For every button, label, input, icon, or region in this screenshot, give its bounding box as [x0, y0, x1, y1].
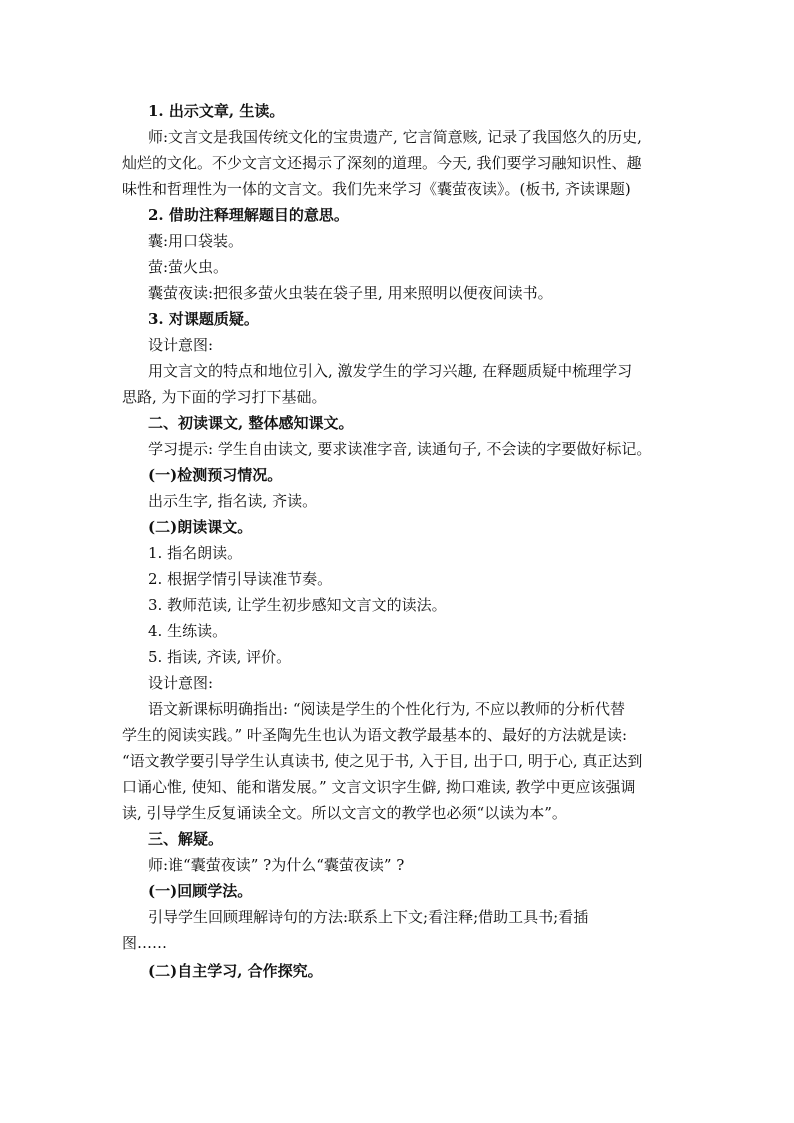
list-item: 4. 生练读。 — [148, 622, 228, 640]
subheading-review-method: (一)回顾学法。 — [148, 882, 253, 900]
paragraph-teacher-intro: 灿烂的文化。不少文言文还揭示了深刻的道理。今天, 我们要学习融知识性、趣 — [122, 154, 642, 172]
paragraph-curriculum: 口诵心惟, 使知、能和谐发展。” 文言文识字生僻, 拗口难读, 教学中更应该强调 — [122, 778, 636, 796]
list-item: 1. 指名朗读。 — [148, 544, 243, 562]
heading-show-text: 1. 出示文章, 生读。 — [148, 102, 285, 120]
paragraph-review-method: 引导学生回顾理解诗句的方法:联系上下文;看注释;借助工具书;看插 — [148, 908, 589, 926]
paragraph-review-method: 图…… — [122, 934, 168, 952]
paragraph-teacher-question: 师:谁“囊萤夜读” ?为什么“囊萤夜读” ? — [148, 856, 405, 874]
paragraph-design-intent: 用文言文的特点和地位引入, 激发学生的学习兴趣, 在释题质疑中梳理学习 — [148, 362, 633, 380]
gloss-ying: 萤:萤火虫。 — [148, 258, 229, 276]
paragraph-new-words: 出示生字, 指名读, 齐读。 — [148, 492, 318, 510]
design-intent-label: 设计意图: — [148, 336, 214, 354]
section-heading-resolve: 三、解疑。 — [148, 830, 224, 848]
heading-question-title: 3. 对课题质疑。 — [148, 310, 259, 328]
gloss-nang: 囊:用口袋装。 — [148, 232, 244, 250]
paragraph-design-intent: 思路, 为下面的学习打下基础。 — [122, 388, 327, 406]
heading-title-meaning: 2. 借助注释理解题目的意思。 — [148, 206, 349, 224]
list-item: 3. 教师范读, 让学生初步感知文言文的读法。 — [148, 596, 447, 614]
design-intent-label: 设计意图: — [148, 674, 214, 692]
subheading-read-aloud: (二)朗读课文。 — [148, 518, 253, 536]
paragraph-curriculum: 语文新课标明确指出: “阅读是学生的个性化行为, 不应以教师的分析代替 — [148, 700, 626, 718]
list-item: 5. 指读, 齐读, 评价。 — [148, 648, 292, 666]
list-item: 2. 根据学情引导读准节奏。 — [148, 570, 333, 588]
paragraph-curriculum: “语文教学要引导学生认真读书, 使之见于书, 入于目, 出于口, 明于心, 真正达到 — [122, 752, 643, 770]
subheading-self-study: (二)自主学习, 合作探究。 — [148, 962, 323, 980]
paragraph-curriculum: 学生的阅读实践。” 叶圣陶先生也认为语文教学最基本的、最好的方法就是读: — [122, 726, 627, 744]
gloss-title: 囊萤夜读:把很多萤火虫装在袋子里, 用来照明以便夜间读书。 — [148, 284, 553, 302]
section-heading-first-read: 二、初读课文, 整体感知课文。 — [148, 414, 354, 432]
subheading-preview-check: (一)检测预习情况。 — [148, 466, 283, 484]
paragraph-curriculum: 读, 引导学生反复诵读全文。所以文言文的教学也必须“以读为本”。 — [122, 804, 567, 822]
learning-tip: 学习提示: 学生自由读文, 要求读准字音, 读通句子, 不会读的字要做好标记。 — [148, 440, 652, 458]
paragraph-teacher-intro: 味性和哲理性为一体的文言文。我们先来学习《囊萤夜读》。(板书, 齐读课题) — [122, 180, 631, 198]
paragraph-teacher-intro: 师:文言文是我国传统文化的宝贵遗产, 它言简意赅, 记录了我国悠久的历史, — [148, 128, 642, 146]
